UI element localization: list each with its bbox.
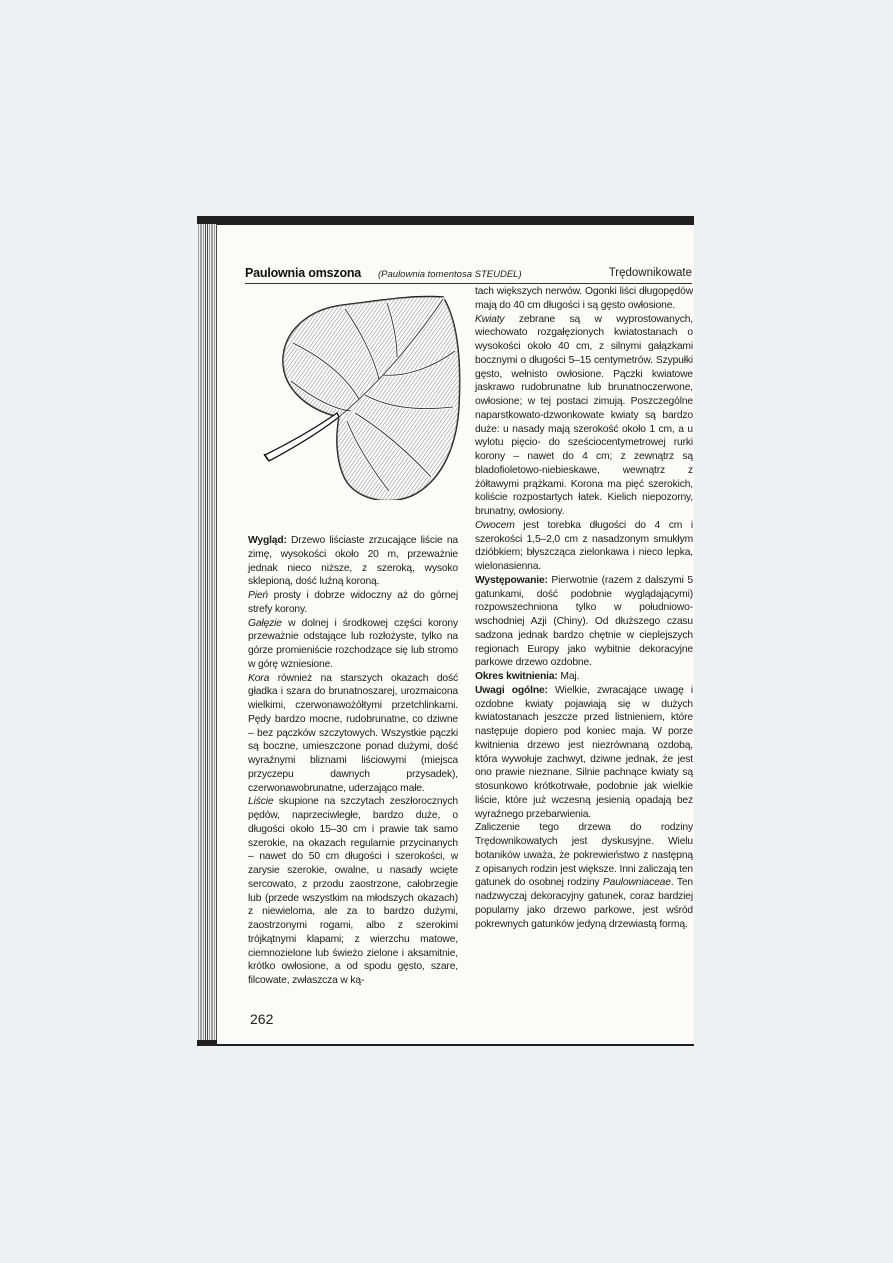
- page-header: [245, 266, 692, 284]
- bark-text: również na starszych okazach dość gładka i szara do brunatnoszarej, urozmaicona wielkimi, czerwonawożółtymi przetchlinkami. Pędy bardzo mocne, rudobrunatne, co dziwne – bez pączków szczytowych. Wszystkie pączki są boczne, umieszczone ponad dużymi, dość wyraźnymi bliznami liściowymi (miejsca przyczepu dawnych przysadek), czerwonawobrunatne, uderzająco małe.: [248, 672, 458, 794]
- paragraph-bark: [248, 672, 458, 796]
- flowering-period-text: Maj.: [557, 671, 580, 682]
- scanned-page: [197, 216, 694, 1046]
- paragraph-leaves-continued: [475, 285, 693, 313]
- header-rule: [245, 283, 692, 284]
- branches-label: Gałęzie: [248, 617, 282, 629]
- trunk-label: Pień: [248, 590, 269, 601]
- flowers-text: zebrane są w wyprostowanych, wiechowato rozgałęzionych kwiatostanach o wysokości około 40 cm, z silnymi gałązkami bocznymi o długości 5–15 centymetrów. Szypułki gęsto, wełnisto owłosione. Pączki kwiatowe jaskrawo rudobrunatne lub brunatnoczerwone, owłosione; w tej postaci zimują. Poszczególne naparstkowato-dzwonkowate kwiaty są bardzo duże: u nasady mają szerokość około 1 cm, a u wylotu pięcio- do sześciocentymetrowej rurki korony – nawet do 4 cm; z zewnątrz są bladofioletowo-niebieskawe, wewnątrz z żółtawymi prążkami. Korona ma pięć szerokich, koliście rozpostartych łatek. Kielich niepozorny, brunatny, owłosiony.: [475, 313, 693, 517]
- paragraph-general-notes: [475, 684, 693, 822]
- paragraph-leaves: [248, 795, 458, 988]
- bark-label: Kora: [248, 672, 270, 684]
- paragraph-trunk: [248, 589, 458, 617]
- leaves-label: Liście: [248, 796, 274, 808]
- family-name: Trędownikowate: [608, 267, 692, 279]
- page-number: 262: [250, 1011, 274, 1027]
- right-text-column: [475, 285, 693, 931]
- leaves-text: skupione na szczytach zeszłorocznych pędów, naprzeciwległe, bardzo duże, o długości około 15–30 cm i prawie tak samo szerokie, na okazach regularnie przycinanych – nawet do 50 cm długości i szerokości, w zarysie szerokie, owalne, u nasady wcięte sercowato, z przodu zaostrzone, całobrzegie lub (przede wszystkim na młodszych okazach) z niewieloma, ale za to bardzo dużymi, zaostrzonymi rogami, albo z szerokimi trójkątnymi klapami; z wierzchu matowe, ciemnozielone lub świeżo zielone i aksamitnie, krótko owłosione, a od spodu gęsto, szare, filcowate, zwłaszcza w ką-: [248, 796, 458, 986]
- book-page: [217, 225, 694, 1044]
- paragraph-flowers: [475, 313, 693, 519]
- paragraph-branches: [248, 617, 458, 672]
- fruit-text: jest torebka długości do 4 cm i szerokości 1,5–2,0 cm z nasadzonym smukłym dzióbkiem; błyszcząca zielonkawa i nieco lepka, wielonasienna.: [475, 519, 693, 572]
- leaves-continued-text: tach większych nerwów. Ogonki liści długopędów mają do 40 cm długości i są gęsto owłosione.: [475, 286, 693, 311]
- appearance-text: Drzewo liściaste zrzucające liście na zimę, wysokości około 20 m, przeważnie jednak nieco niższe, z szeroką, wysoko sklepioną, dość luźną koroną.: [248, 535, 458, 588]
- trunk-text: prosty i dobrze widoczny aż do górnej strefy korony.: [248, 590, 458, 615]
- species-title: Paulownia omszona: [245, 266, 362, 280]
- flowers-label: Kwiaty: [475, 313, 505, 325]
- occurrence-text: Pierwotnie (razem z dalszymi 5 gatunkami, dość podobnie wyglądającymi) rozpowszechniona tylko w południowo-wschodniej Azji (Chiny). Od dłuższego czasu sadzona jednak bardzo chętnie w cieplejszych regionach Europy jako wybitnie dekoracyjne parkowe drzewo ozdobne.: [475, 574, 693, 669]
- left-text-column: [248, 534, 458, 988]
- general-notes-label: Uwagi ogólne:: [475, 684, 548, 696]
- paragraph-occurrence: [475, 574, 693, 670]
- general-notes-text: Wielkie, zwracające uwagę i ozdobne kwiaty pojawiają się w dużych kwiatostanach jeszcze przed listnieniem, które następuje dopiero pod koniec maja. W porze kwitnienia drzewo jest niezrównaną ozdobą, która wywołuje zachwyt, dziwne jednak, że jest ono prawie nieznane. Silnie pachnące kwiaty są stosunkowo krótkotrwałe, podobnie jak wielkie liście, które już wczesną jesienią opadają bez wyraźnego przebarwienia.: [475, 684, 693, 820]
- paragraph-appearance: [248, 534, 458, 589]
- classification-text-a: Zaliczenie tego drzewa do rodziny Trędownikowatych jest dyskusyjne. Wielu botaników uważa, że pokrewieństwo z następną z opisanych rodzin jest większe. Inni zaliczają ten gatunek do osobnej rodziny: [475, 822, 693, 889]
- appearance-label: Wygląd:: [248, 535, 287, 546]
- branches-text: w dolnej i środkowej części korony przeważnie odstające lub rozłożyste, tylko na górze promieniście rozchodzące się lub stromo w górę wzniesione.: [248, 617, 458, 670]
- paragraph-flowering-period: [475, 670, 693, 684]
- page-edges: [197, 224, 217, 1040]
- leaf-drawing-icon: [247, 295, 467, 500]
- paragraph-classification: [475, 821, 693, 931]
- latin-name: (Paulownia tomentosa STEUDEL): [378, 269, 522, 280]
- paragraph-fruit: [475, 519, 693, 574]
- classification-text-b: . Ten nadzwyczaj dekoracyjny gatunek, coraz bardziej popularny jako drzewo parkowe, jest wśród pokrewnych gatunków jedyną drzewiastą formą.: [475, 877, 693, 930]
- classification-family: Paulowniaceae: [602, 877, 671, 889]
- flowering-period-label: Okres kwitnienia:: [475, 671, 558, 682]
- fruit-label: Owocem: [475, 519, 515, 531]
- occurrence-label: Występowanie:: [475, 574, 548, 586]
